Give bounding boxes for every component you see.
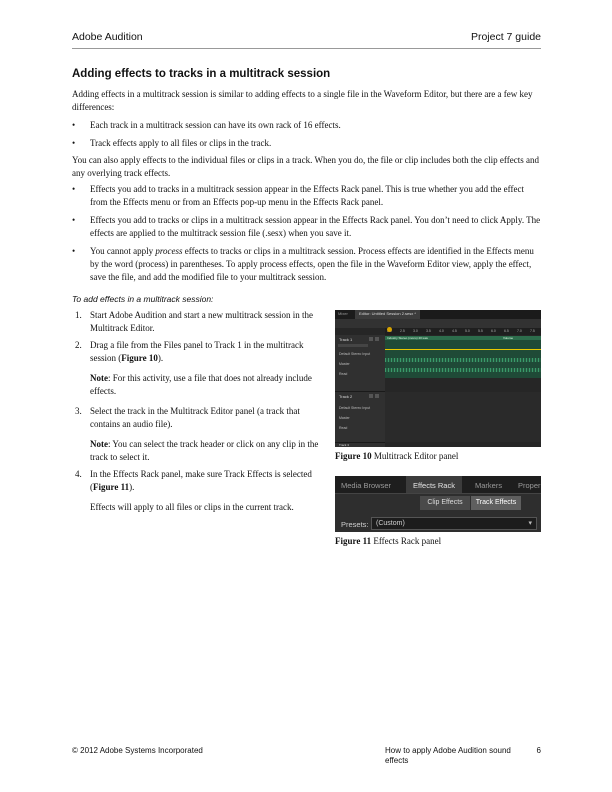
tab-properties[interactable]: Proper [518, 481, 541, 490]
figure-10-caption [335, 451, 458, 461]
procedure-title: To add effects in a multitrack session: [72, 294, 214, 304]
editor-toolbar [335, 319, 541, 328]
track-1-lane[interactable] [385, 335, 541, 391]
note-text: : You can select the track header or click on any clip in the track to select it. [90, 439, 319, 462]
track-2-lane[interactable] [385, 392, 541, 442]
note-label: Note [90, 439, 108, 449]
ruler-tick: 5.0 [465, 329, 470, 333]
step-followup [72, 501, 322, 514]
clip-volume-label: Volume [503, 336, 514, 340]
bullet-icon: • [72, 246, 76, 256]
note-text: : For this activity, use a file that does not already include effects. [90, 373, 312, 396]
ruler-tick: 5.5 [478, 329, 483, 333]
figure-label: Figure 11 [335, 536, 372, 546]
mute-icon[interactable] [369, 337, 373, 341]
bullet-list-2 [72, 183, 541, 284]
list-item-text: Track effects apply to all files or clips in the track. [90, 138, 272, 148]
list-item [72, 119, 541, 132]
header-title: Adobe Audition [72, 31, 143, 43]
step-text [90, 469, 312, 492]
figure-11-effects-rack [335, 476, 541, 532]
presets-dropdown[interactable] [371, 517, 537, 530]
figure-label: Figure 10 [335, 451, 372, 461]
chevron-down-icon: ▾ [528, 520, 532, 527]
timeline-ruler [385, 328, 541, 335]
ruler-tick: 6.0 [491, 329, 496, 333]
volume-envelope[interactable] [385, 349, 541, 350]
track-output[interactable]: Master [339, 362, 350, 366]
track-2-header[interactable] [335, 392, 385, 443]
text-run: ). [129, 482, 135, 492]
bullet-icon: • [72, 138, 76, 148]
tab-editor[interactable]: Editor: Untitled Session 2.sesx * [355, 310, 420, 319]
intro-block [72, 88, 541, 114]
caption-text: Effects Rack panel [371, 536, 442, 546]
step-item [72, 309, 322, 335]
step-text [90, 340, 303, 363]
section-title: Adding effects to tracks in a multitrack session [72, 68, 331, 80]
tab-markers[interactable]: Markers [475, 481, 503, 490]
presets-label: Presets: [341, 520, 369, 529]
caption-text: Multitrack Editor panel [371, 451, 459, 461]
list-item-text: Effects you add to tracks or clips in a multitrack session appear in the Effects Rack panel. You don’t need to click Apply. The effects are applied to the multitrack session file (.sesx) when you save it. [90, 215, 541, 238]
emphasis-text: process [155, 246, 183, 256]
list-item [72, 137, 541, 150]
panel-tab-bar [335, 476, 541, 494]
track-automation[interactable]: Read [339, 426, 348, 430]
note [72, 438, 322, 464]
step-followup-text: Effects will apply to all files or clips in the current track. [90, 502, 294, 512]
bullet-icon: • [72, 184, 76, 194]
track-effects-button[interactable]: Track Effects [471, 496, 521, 510]
step-number: 1. [75, 310, 82, 320]
ruler-tick: 4.5 [452, 329, 457, 333]
playhead-icon[interactable] [387, 327, 392, 332]
track-automation[interactable]: Read [339, 372, 348, 376]
header-divider [72, 48, 541, 49]
list-item [72, 245, 541, 284]
paragraph-text: You can also apply effects to the individual files or clips in a track. When you do, the file or clip includes both the clip effects and any overlying track effects. [72, 155, 539, 178]
clip-label: Industry Stereo (mono) 20.wav [387, 336, 429, 340]
header-project: Project 7 guide [470, 31, 541, 43]
list-item [72, 214, 541, 240]
paragraph-2 [72, 154, 541, 180]
ruler-tick: 3.5 [426, 329, 431, 333]
step-item [72, 468, 322, 494]
ruler-tick: 7.0 [517, 329, 522, 333]
audio-clip[interactable] [385, 336, 541, 378]
track-3-header[interactable] [335, 443, 385, 447]
note [72, 372, 322, 398]
text-run: You cannot apply [90, 246, 156, 256]
note-label: Note [90, 373, 108, 383]
step-number: 4. [75, 469, 82, 479]
figure-10-multitrack-editor [335, 310, 541, 447]
step-number: 2. [75, 340, 82, 350]
ruler-tick: 7.5 [530, 329, 535, 333]
editor-tab-bar [335, 310, 541, 319]
text-run: In the Effects Rack panel, make sure Track Effects is selected ( [90, 469, 312, 492]
track-name: Track 1 [339, 337, 353, 342]
tab-media-browser[interactable]: Media Browser [341, 481, 392, 490]
track-1-header[interactable] [335, 335, 385, 392]
ruler-tick: 2.5 [400, 329, 405, 333]
text-run: effects to tracks or clips in a multitrack session. Process effects are identified in the Effects menu by the word (process) in parentheses. To apply process effects, open the file in the Waveform Editor view, apply the effect, save the file, and add the modified file to your multitrack session. [90, 246, 534, 282]
list-item-text: Each track in a multitrack session can have its own rack of 16 effects. [90, 120, 341, 130]
list-item [72, 183, 541, 209]
bullet-icon: • [72, 215, 76, 225]
track-name: Track 2 [339, 394, 353, 399]
clip-effects-button[interactable]: Clip Effects [420, 496, 470, 510]
solo-icon[interactable] [375, 337, 379, 341]
step-item [72, 339, 322, 365]
text-run: Drag a file from the Files panel to Track 1 in the multitrack session ( [90, 340, 304, 363]
waveform-channel-1 [385, 358, 541, 362]
step-item [72, 405, 322, 431]
ruler-tick: 6.5 [504, 329, 509, 333]
solo-icon[interactable] [375, 394, 379, 398]
list-item-text [90, 246, 534, 282]
figure-ref: Figure 10 [121, 353, 158, 363]
bullet-list-1 [72, 119, 541, 150]
figure-11-caption [335, 536, 441, 546]
mute-icon[interactable] [369, 394, 373, 398]
track-name: Track 3 [339, 443, 349, 447]
step-number: 3. [75, 406, 82, 416]
steps-list [72, 309, 322, 514]
intro-paragraph: Adding effects in a multitrack session is similar to adding effects to a single file in the Waveform Editor, but there are a few key differences: [72, 89, 533, 112]
step-text: Select the track in the Multitrack Editor panel (a track that contains an audio file). [90, 406, 300, 429]
volume-knob-row[interactable] [338, 344, 368, 347]
track-input[interactable]: Default Stereo Input [339, 352, 371, 356]
footer-doc-title: How to apply Adobe Audition sound effects [385, 746, 511, 765]
footer-page-number: 6 [536, 746, 541, 755]
waveform-channel-2 [385, 368, 541, 372]
footer-copyright: © 2012 Adobe Systems Incorporated [72, 746, 203, 755]
track-output[interactable]: Master [339, 416, 350, 420]
ruler-tick: 3.0 [413, 329, 418, 333]
tab-effects-rack[interactable]: Effects Rack [406, 476, 462, 493]
bullet-icon: • [72, 120, 76, 130]
text-run: ). [157, 353, 164, 363]
step-text: Start Adobe Audition and start a new multitrack session in the Multitrack Editor. [90, 310, 313, 333]
tab-mixer[interactable]: Mixer [338, 311, 348, 316]
ruler-tick: 4.0 [439, 329, 444, 333]
figure-ref: Figure 11 [93, 482, 130, 492]
track-input[interactable]: Default Stereo Input [339, 406, 371, 410]
presets-value: (Custom) [376, 520, 405, 527]
list-item-text: Effects you add to tracks in a multitrack session appear in the Effects Rack panel. This is true whether you add the effect from the Effects menu or from an Effects pop-up menu in the Effects Rack panel. [90, 184, 524, 207]
